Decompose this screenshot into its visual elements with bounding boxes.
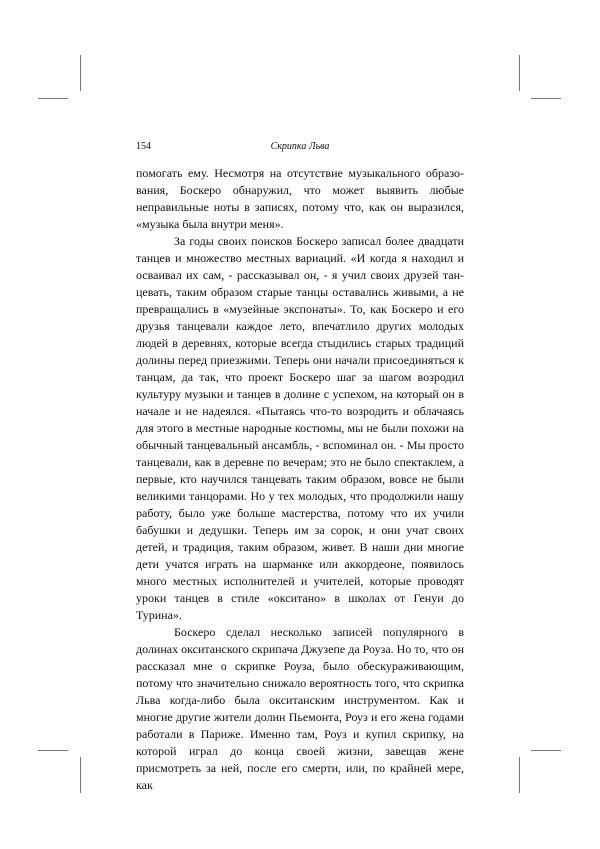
running-head — [136, 141, 464, 155]
paragraph-continuation: помогать ему. Несмотря на отсутствие музыкального образования, Боскеро обнаружил, что может выявить любые неправильные ноты в записях, потому что, как он выразился, «музыка была внутри меня». — [136, 166, 464, 231]
crop-mark-top-left-horizontal — [38, 98, 68, 99]
crop-mark-top-right — [519, 55, 520, 91]
crop-mark-bottom-left — [80, 757, 81, 793]
running-title: Скрипка Льва — [270, 141, 330, 152]
crop-mark-bottom-left-horizontal — [38, 750, 68, 751]
paragraph: Боскеро сделал несколько записей популярного в долинах окситанского скрипача Джузепе да Роуза. Но то, что он рассказал мне о скрипке Роуза, было обескураживающим, потому что значительно снижало вероятность того, что скрипка Льва когда-либо была окситанским инструментом. Как и многие другие жители долин Пьемонта, Роуз и его жена годами работали в Париже. Именно там, Роуз и купил скрипку, на которой играл до конца своей жизни, завещав жене присмотреть за ней, после его смерти, или, по крайней мере, как — [136, 625, 464, 792]
crop-mark-bottom-right-horizontal — [531, 750, 561, 751]
paragraph: За годы своих поисков Боскеро записал более двадцати танцев и множество местных вариаций. «И когда я находил и осваивал их сам, - рассказывал он, - я учил своих друзей танцевать, таким образом старые танцы оставались живыми, а не превращались в «музейные экспонаты». То, как Боскеро и его друзья танцевали каждое лето, впечатлило других молодых людей в деревнях, которые всегда стыдились старых традиций долины перед приезжими. Теперь они начали присоединяться к танцам, да так, что проект Боскеро шаг за шагом возродил культуру музыки и танцев в долине с успехом, на который он в начале и не надеялся. «Пытаясь что-то возродить и облачаясь для этого в местные народные костюмы, мы не были похожи на обычный танцевальный ансамбль, - вспоминал он. - Мы просто танцевали, как в деревне по вечерам; это не было спектаклем, а первые, кто научился танцевать таким образом, вовсе не были великими танцорами. Но у тех молодых, что продолжили нашу работу, было уже больше мастерства, потому что их учили бабушки и дедушки. Теперь им за сорок, и они учат своих детей, и традиция, таким образом, живет. В наши дни многие дети учатся играть на шарманке или аккордеоне, появилось много местных исполнителей и учителей, которые проводят уроки танцев в стиле «окситано» в школах от Генуи до Турина». — [136, 234, 464, 622]
body-text — [136, 165, 464, 794]
crop-mark-top-left — [80, 55, 81, 91]
page-number: 154 — [136, 141, 151, 152]
crop-mark-top-right-horizontal — [531, 98, 561, 99]
crop-mark-bottom-right — [519, 757, 520, 793]
